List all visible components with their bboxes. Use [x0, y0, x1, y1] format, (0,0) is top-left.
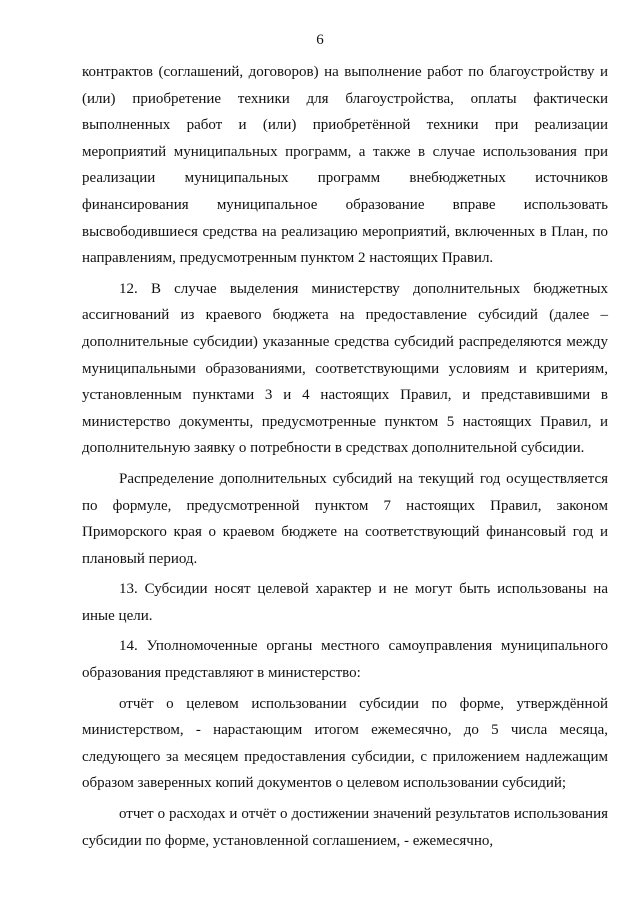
paragraph-item-12: 12. В случае выделения министерству дополнительных бюджетных ассигнований из краевого бюджета на предоставление субсидий (далее – дополнительные субсидии) указанные средства субсидий распределяются между муниципальными образованиями, соответствующими условиям и критериям, установленным пунктами 3 и 4 настоящих Правил, и представившими в министерство документы, предусмотренные пунктом 5 настоящих Правил, и дополнительную заявку о потребности в средствах дополнительной субсидии. — [82, 280, 608, 457]
paragraph-report-target-use: отчёт о целевом использовании субсидии по форме, утверждённой министерством, - нарастающим итогом ежемесячно, до 5 числа месяца, следующего за месяцем предоставления субсидии, с приложением надлежащим образом заверенных копий документов о целевом использовании субсидий; — [82, 695, 608, 792]
paragraph-report-expenses: отчет о расходах и отчёт о достижении значений результатов использования субсидии по форме, установленной соглашением, - ежемесячно, — [82, 806, 608, 849]
paragraph-continuation: контрактов (соглашений, договоров) на выполнение работ по благоустройству и (или) приобретение техники для благоустройства, оплаты фактически выполненных работ и (или) приобретённой техники при реализации мероприятий муниципальных программ, а также в случае использования при реализации муниципальных программ внебюджетных источников финансирования муниципальное образование вправе использовать высвободившиеся средства на реализацию мероприятий, включенных в План, по направлениям, предусмотренным пунктом 2 настоящих Правил. — [82, 64, 608, 267]
paragraph-item-14: 14. Уполномоченные органы местного самоуправления муниципального образования представляют в министерство: — [82, 638, 608, 682]
paragraph-distribution: Распределение дополнительных субсидий на текущий год осуществляется по формуле, предусмотренной пунктом 7 настоящих Правил, законом Приморского края о краевом бюджете на соответствующий финансовый год и плановый период. — [82, 470, 608, 567]
document-body — [82, 59, 608, 854]
paragraph-item-13: 13. Субсидии носят целевой характер и не могут быть использованы на иные цели. — [82, 581, 608, 624]
page-number: 6 — [316, 32, 324, 48]
